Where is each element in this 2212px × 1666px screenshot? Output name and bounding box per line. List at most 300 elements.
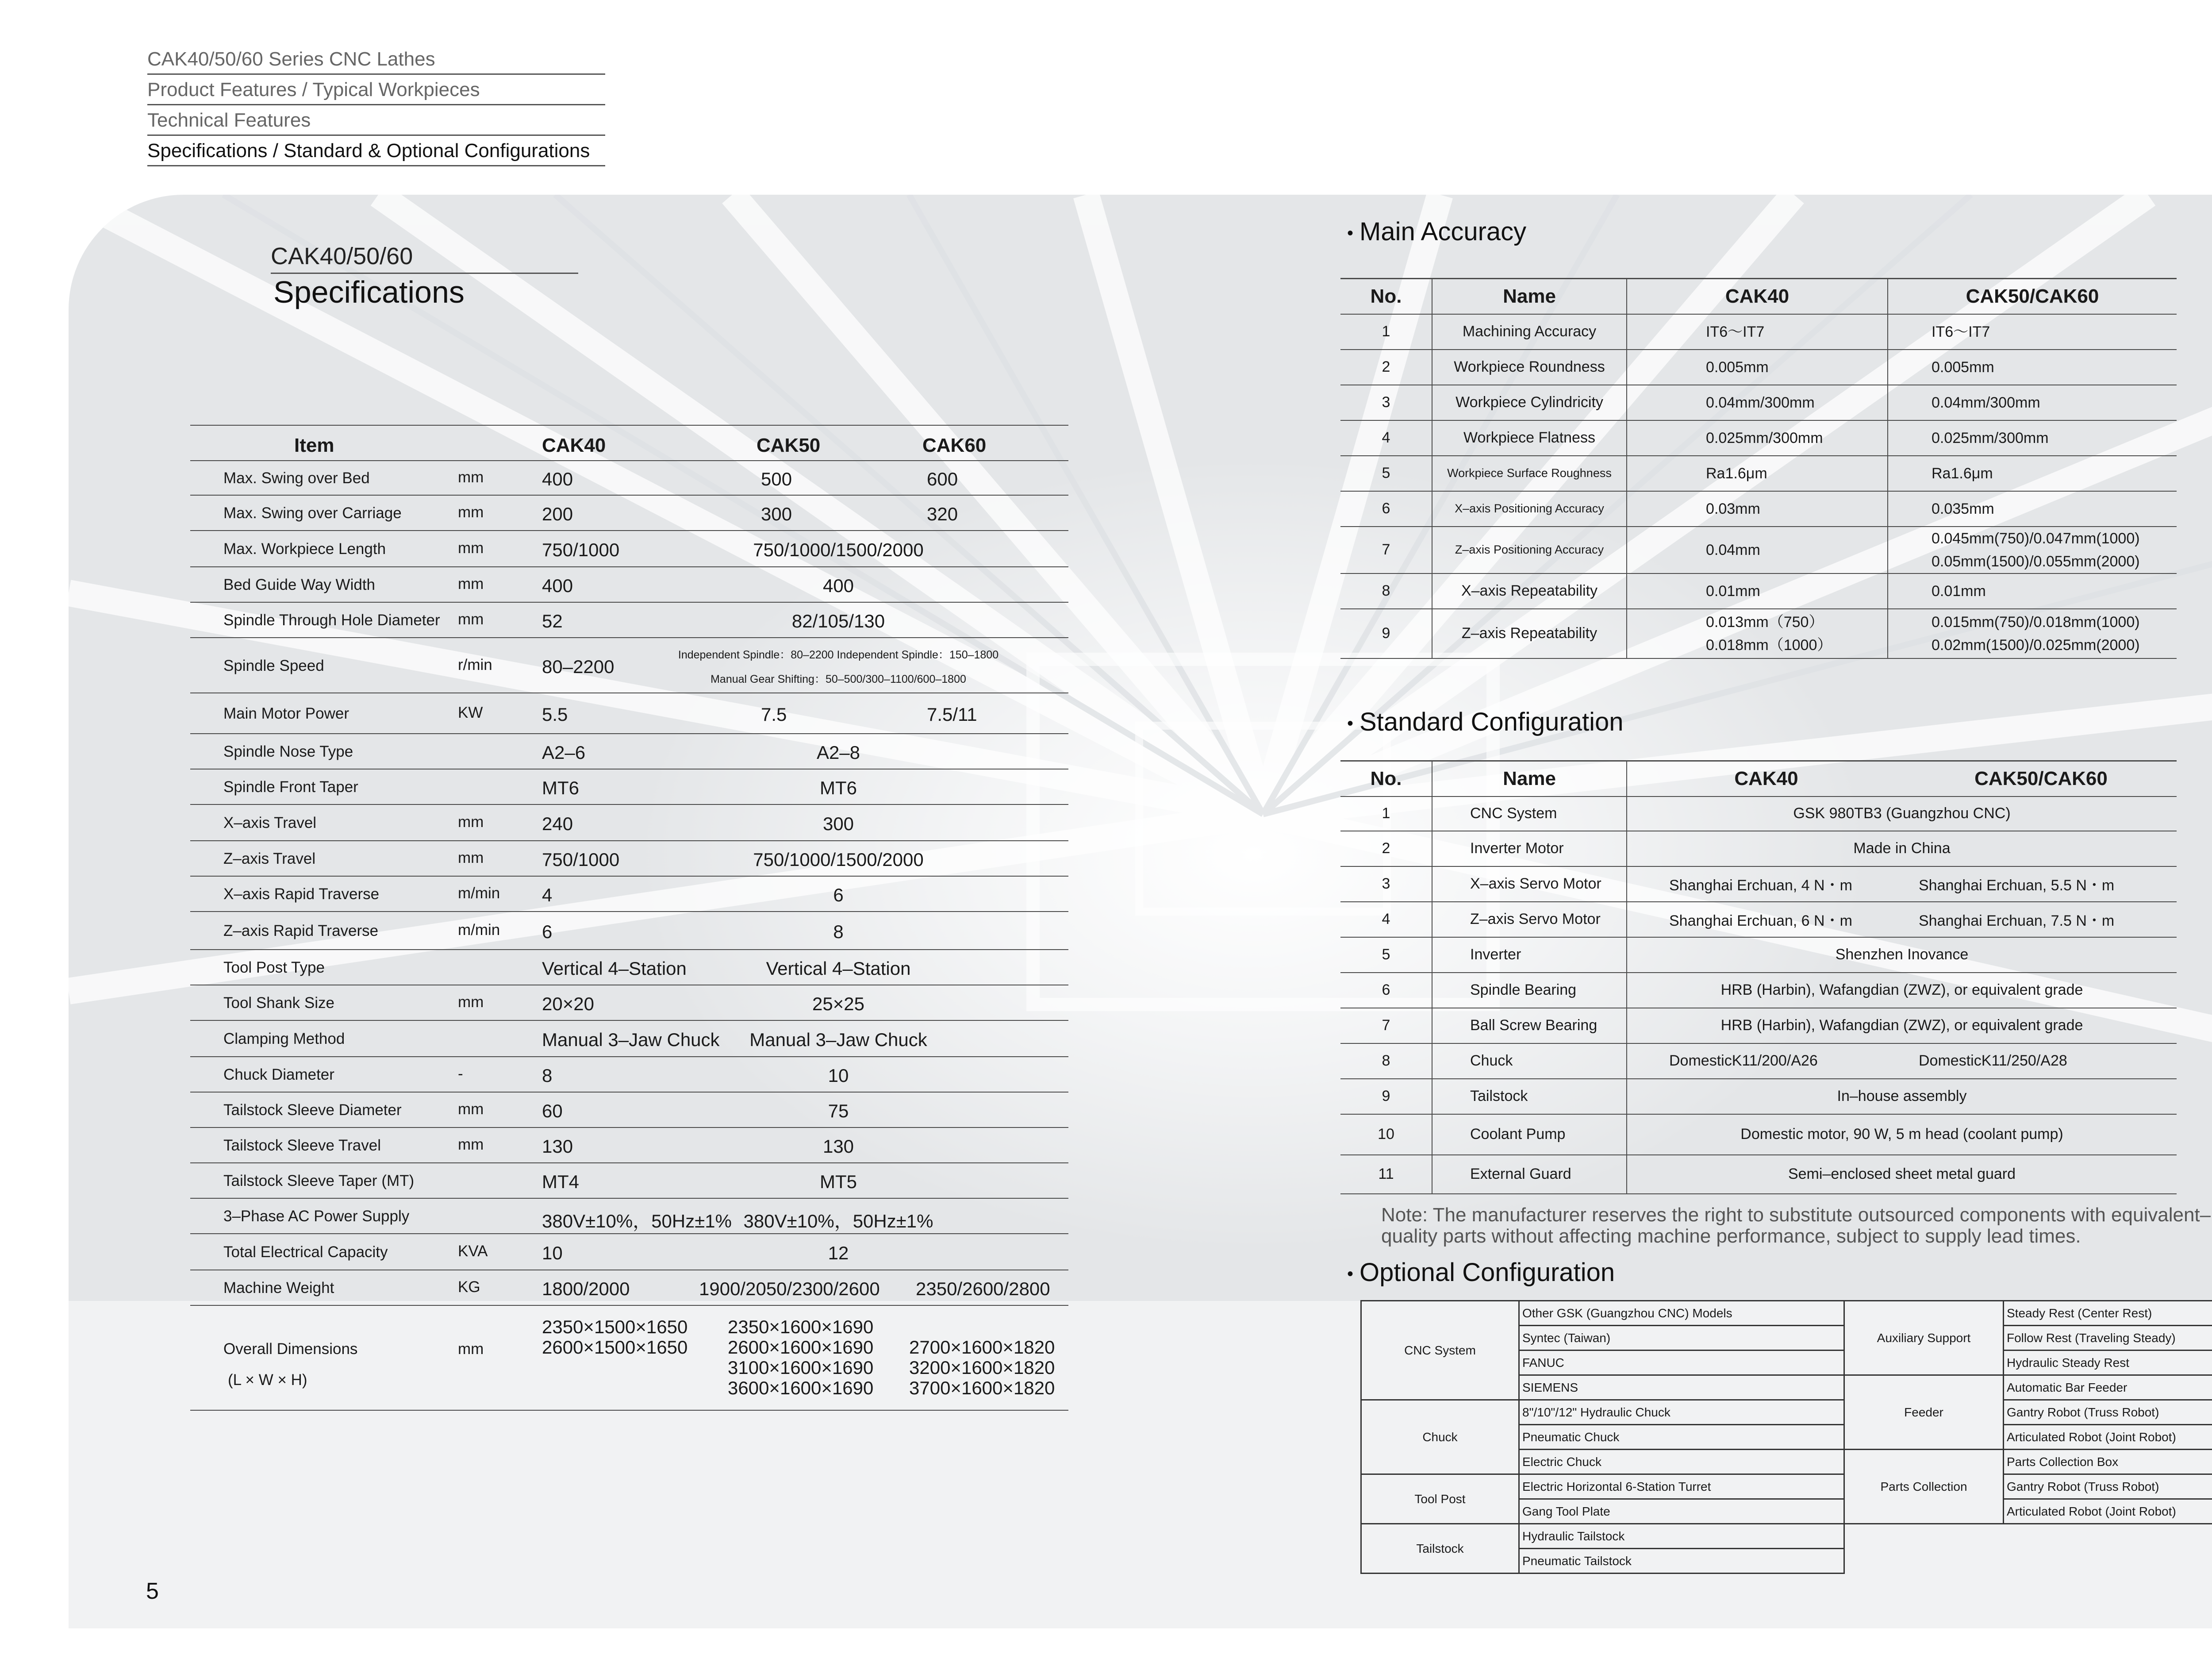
spec-value-cak40: 52 xyxy=(542,611,563,631)
dimension-cak50: 2350×1600×1690 xyxy=(728,1316,874,1337)
accuracy-cak40-cell xyxy=(1627,314,1888,350)
std-config-no: 1 xyxy=(1340,796,1432,831)
std-config-value: Shenzhen Inovance xyxy=(1627,937,2177,973)
std-config-row xyxy=(1340,831,2177,866)
std-config-row xyxy=(1340,1008,2177,1043)
accuracy-row xyxy=(1340,314,2177,350)
spec-value-cak5060: Manual 3–Jaw Chuck xyxy=(749,1029,927,1050)
optional-group-right: Parts Collection xyxy=(1844,1450,2004,1524)
accuracy-cak5060: IT6～IT7 xyxy=(1932,323,1990,340)
std-config-row xyxy=(1340,937,2177,973)
accuracy-cak40-cell xyxy=(1627,350,1888,385)
accuracy-cak40: 0.01mm xyxy=(1706,582,1760,600)
spec-value-cak40: MT4 xyxy=(542,1171,579,1192)
spec-value-cak5060: 750/1000/1500/2000 xyxy=(753,539,924,560)
spec-value-cak5060: MT6 xyxy=(820,777,857,798)
std-config-no: 2 xyxy=(1340,831,1432,866)
spec-item-label: Max. Workpiece Length xyxy=(223,540,386,558)
spec-row xyxy=(190,638,1068,693)
accuracy-name: Z–axis Repeatability xyxy=(1432,609,1627,658)
spec-value-cak5060-line2: Manual Gear Shifting：50–500/300–1100/600–1800 xyxy=(710,673,966,685)
spec-row xyxy=(190,1199,1068,1234)
spec-value-cak40: 20×20 xyxy=(542,993,594,1014)
spec-table-header xyxy=(190,425,1068,461)
std-config-value: In–house assembly xyxy=(1627,1079,2177,1114)
spec-value-cak40: MT6 xyxy=(542,777,579,798)
spec-value-cak60: 320 xyxy=(927,504,958,524)
spec-value-cak5060: 82/105/130 xyxy=(791,611,885,631)
toc-item-technical-features[interactable]: Technical Features xyxy=(147,105,605,136)
spec-item-label: Overall Dimensions xyxy=(223,1340,358,1358)
spec-unit: mm xyxy=(458,813,484,831)
page-number-left: 5 xyxy=(146,1578,159,1604)
std-header-cak40: CAK40 xyxy=(1627,761,1905,796)
accuracy-no: 2 xyxy=(1340,350,1432,385)
spec-row xyxy=(190,1093,1068,1128)
spec-unit: KW xyxy=(458,704,483,721)
optional-item-left: Syntec (Taiwan) xyxy=(1519,1326,1844,1350)
spec-value-cak40: 750/1000 xyxy=(542,539,620,560)
std-config-name: Inverter Motor xyxy=(1432,831,1627,866)
optional-item-left: Electric Horizontal 6-Station Turret xyxy=(1519,1474,1844,1499)
optional-config-title-text: Optional Configuration xyxy=(1359,1258,1615,1287)
accuracy-name: Workpiece Roundness xyxy=(1432,350,1627,385)
optional-group-right: Auxiliary Support xyxy=(1844,1301,2004,1375)
accuracy-name: Workpiece Flatness xyxy=(1432,420,1627,456)
accuracy-cak40-cell xyxy=(1627,573,1888,609)
spec-title: Specifications xyxy=(273,275,465,309)
accuracy-cak40: IT6～IT7 xyxy=(1706,323,1765,340)
spec-unit: KG xyxy=(458,1278,480,1296)
dimension-cak60: 3200×1600×1820 xyxy=(909,1357,1055,1378)
std-config-row xyxy=(1340,1155,2177,1194)
std-config-row xyxy=(1340,902,2177,937)
spec-value-cak40: 750/1000 xyxy=(542,849,620,870)
spec-row xyxy=(190,1234,1068,1270)
toc-item-specifications[interactable]: Specifications / Standard & Optional Configurations xyxy=(147,136,605,166)
std-config-cak40: DomesticK11/200/A26 xyxy=(1627,1043,1905,1079)
spec-value-cak40: 200 xyxy=(542,504,573,524)
dimension-cak40: 2350×1500×1650 xyxy=(542,1316,688,1337)
acc-header-cak5060: CAK50/CAK60 xyxy=(1888,279,2177,314)
optional-config-row xyxy=(1361,1524,2212,1549)
acc-header-no: No. xyxy=(1340,279,1432,314)
accuracy-row xyxy=(1340,385,2177,420)
spec-value-cak40: 8 xyxy=(542,1065,553,1086)
std-config-cak5060: Shanghai Erchuan, 7.5 N・m xyxy=(1905,902,2177,937)
spec-item-label: Spindle Through Hole Diameter xyxy=(223,612,440,629)
standard-config-title xyxy=(1347,707,1624,737)
optional-item-right: Parts Collection Box xyxy=(2004,1450,2212,1474)
accuracy-cak5060-2: 0.02mm(1500)/0.025mm(2000) xyxy=(1932,636,2140,654)
spec-value-cak5060: 750/1000/1500/2000 xyxy=(753,849,924,870)
accuracy-cak5060-cell xyxy=(1888,609,2177,658)
optional-item-left: Gang Tool Plate xyxy=(1519,1499,1844,1524)
spec-item-label: Main Motor Power xyxy=(223,705,349,722)
accuracy-cak40: 0.013mm（750） xyxy=(1706,613,1824,631)
accuracy-cak5060: 0.01mm xyxy=(1932,582,1986,600)
std-config-name: Spindle Bearing xyxy=(1432,973,1627,1008)
optional-item-left: Pneumatic Tailstock xyxy=(1519,1549,1844,1574)
spec-row xyxy=(190,603,1068,638)
accuracy-row xyxy=(1340,609,2177,658)
accuracy-no: 9 xyxy=(1340,609,1432,658)
standard-config-title-text: Standard Configuration xyxy=(1359,708,1624,736)
accuracy-name: Z–axis Positioning Accuracy xyxy=(1432,527,1627,573)
spec-item-label: Max. Swing over Carriage xyxy=(223,504,402,522)
accuracy-no: 1 xyxy=(1340,314,1432,350)
optional-item-right: Steady Rest (Center Rest) xyxy=(2004,1301,2212,1326)
accuracy-row xyxy=(1340,456,2177,491)
spec-row xyxy=(190,770,1068,805)
accuracy-cak40: Ra1.6μm xyxy=(1706,465,1767,482)
dimension-cak50: 3100×1600×1690 xyxy=(728,1357,874,1378)
optional-item-right: Gantry Robot (Truss Robot) xyxy=(2004,1474,2212,1499)
spec-unit: r/min xyxy=(458,656,492,673)
std-config-no: 11 xyxy=(1340,1155,1432,1194)
std-config-name: Inverter xyxy=(1432,937,1627,973)
std-config-row xyxy=(1340,1043,2177,1079)
spec-item-label: Z–axis Rapid Traverse xyxy=(223,922,379,939)
spec-item-label: Spindle Front Taper xyxy=(223,778,358,796)
spec-row xyxy=(190,1128,1068,1163)
optional-item-left: Hydraulic Tailstock xyxy=(1519,1524,1844,1549)
spec-row xyxy=(190,567,1068,603)
accuracy-cak5060: 0.015mm(750)/0.018mm(1000) xyxy=(1932,613,2140,631)
spec-item-label: Tailstock Sleeve Travel xyxy=(223,1137,381,1154)
accuracy-cak5060-cell xyxy=(1888,573,2177,609)
spec-value-cak40: 6 xyxy=(542,921,553,942)
dimension-cak50: 2600×1600×1690 xyxy=(728,1337,874,1358)
spec-value-cak5060: 380V±10%，50Hz±1% xyxy=(743,1211,933,1231)
spec-value-cak40: 10 xyxy=(542,1243,563,1263)
optional-item-right: Follow Rest (Traveling Steady) xyxy=(2004,1326,2212,1350)
spec-item-label: Total Electrical Capacity xyxy=(223,1243,388,1261)
spec-row xyxy=(190,1021,1068,1057)
optional-group-left: Tool Post xyxy=(1361,1474,1519,1524)
toc-item-product-features[interactable]: Product Features / Typical Workpieces xyxy=(147,75,605,105)
spec-row xyxy=(190,877,1068,912)
spec-value-cak40: 1800/2000 xyxy=(542,1278,630,1299)
accuracy-no: 6 xyxy=(1340,491,1432,527)
header-cak40: CAK40 xyxy=(542,435,606,456)
accuracy-cak5060: 0.04mm/300mm xyxy=(1932,394,2040,411)
optional-config-table xyxy=(1360,1300,2212,1574)
spec-row-dimensions xyxy=(190,1306,1068,1411)
std-config-name: Chuck xyxy=(1432,1043,1627,1079)
accuracy-row xyxy=(1340,527,2177,573)
std-config-value: Semi–enclosed sheet metal guard xyxy=(1627,1155,2177,1194)
optional-item-right: Articulated Robot (Joint Robot) xyxy=(2004,1425,2212,1450)
accuracy-name: X–axis Repeatability xyxy=(1432,573,1627,609)
optional-item-right: Articulated Robot (Joint Robot) xyxy=(2004,1499,2212,1524)
accuracy-cak40: 0.005mm xyxy=(1706,358,1769,376)
spec-item-label: Z–axis Travel xyxy=(223,850,316,867)
accuracy-cak5060-cell xyxy=(1888,314,2177,350)
spec-unit: mm xyxy=(458,539,484,557)
spec-item-label: Tailstock Sleeve Taper (MT) xyxy=(223,1172,415,1189)
spec-row xyxy=(190,1270,1068,1306)
spec-row xyxy=(190,693,1068,734)
accuracy-cak5060-cell xyxy=(1888,350,2177,385)
spec-unit: m/min xyxy=(458,885,500,902)
accuracy-cak5060-cell xyxy=(1888,385,2177,420)
optional-group-right: Feeder xyxy=(1844,1375,2004,1450)
std-config-name: Coolant Pump xyxy=(1432,1114,1627,1155)
accuracy-no: 7 xyxy=(1340,527,1432,573)
std-config-no: 5 xyxy=(1340,937,1432,973)
accuracy-name: X–axis Positioning Accuracy xyxy=(1432,491,1627,527)
header-cak60: CAK60 xyxy=(922,435,987,456)
std-config-no: 6 xyxy=(1340,973,1432,1008)
accuracy-name: Workpiece Surface Roughness xyxy=(1432,456,1627,491)
spec-value-cak5060: 25×25 xyxy=(812,993,864,1014)
std-config-name: Z–axis Servo Motor xyxy=(1432,902,1627,937)
spec-value-cak5060: 400 xyxy=(822,575,854,596)
std-config-row xyxy=(1340,866,2177,902)
accuracy-no: 4 xyxy=(1340,420,1432,456)
spec-value-cak60: 7.5/11 xyxy=(927,704,977,725)
optional-group-left: Tailstock xyxy=(1361,1524,1519,1574)
spec-value-cak5060: 300 xyxy=(822,813,854,834)
bullet-icon: • xyxy=(1347,223,1354,243)
main-accuracy-title xyxy=(1347,217,1526,246)
spec-row xyxy=(190,985,1068,1021)
accuracy-cak40-cell xyxy=(1627,385,1888,420)
spec-unit: mm xyxy=(458,849,484,866)
spec-item-label-2: (L × W × H) xyxy=(228,1371,307,1389)
optional-item-left: Other GSK (Guangzhou CNC) Models xyxy=(1519,1301,1844,1326)
spec-item-label: 3–Phase AC Power Supply xyxy=(223,1208,410,1225)
note-text: Note: The manufacturer reserves the right to substitute outsourced components with equivalent–quality parts without affecting machine performance, subject to supply lead times. xyxy=(1381,1204,2211,1247)
std-header-no: No. xyxy=(1340,761,1432,796)
spec-item-label: Chuck Diameter xyxy=(223,1066,334,1083)
spec-value-cak5060: Vertical 4–Station xyxy=(766,958,911,979)
std-config-no: 3 xyxy=(1340,866,1432,902)
header-item: Item xyxy=(294,435,334,456)
accuracy-cak40: 0.025mm/300mm xyxy=(1706,429,1823,446)
acc-header-name: Name xyxy=(1432,279,1627,314)
spec-item-label: Bed Guide Way Width xyxy=(223,576,376,593)
accuracy-cak5060: 0.025mm/300mm xyxy=(1932,429,2049,446)
bullet-icon: • xyxy=(1347,714,1354,734)
std-config-no: 10 xyxy=(1340,1114,1432,1155)
std-config-cak40: Shanghai Erchuan, 4 N・m xyxy=(1627,866,1905,902)
spec-row xyxy=(190,1057,1068,1093)
spec-unit: mm xyxy=(458,1340,484,1358)
spec-item-label: Tool Shank Size xyxy=(223,994,334,1012)
main-accuracy-table xyxy=(1340,278,2177,659)
std-config-row xyxy=(1340,796,2177,831)
spec-value-cak5060: 75 xyxy=(828,1100,849,1121)
accuracy-name: Machining Accuracy xyxy=(1432,314,1627,350)
spec-unit: mm xyxy=(458,504,484,521)
accuracy-cak40-cell xyxy=(1627,491,1888,527)
dimension-cak60: 2700×1600×1820 xyxy=(909,1337,1055,1358)
spec-value-cak60: 600 xyxy=(927,469,958,489)
std-config-cak5060: DomesticK11/250/A28 xyxy=(1905,1043,2177,1079)
spec-unit: mm xyxy=(458,993,484,1011)
spec-value-cak40: 380V±10%，50Hz±1% xyxy=(542,1211,732,1231)
standard-config-table xyxy=(1340,760,2177,1194)
std-config-value: Domestic motor, 90 W, 5 m head (coolant pump) xyxy=(1627,1114,2177,1155)
std-config-value: Made in China xyxy=(1627,831,2177,866)
std-config-no: 7 xyxy=(1340,1008,1432,1043)
accuracy-cak5060-cell xyxy=(1888,527,2177,573)
specifications-table xyxy=(190,425,1068,1411)
accuracy-cak5060-2: 0.05mm(1500)/0.055mm(2000) xyxy=(1932,553,2140,570)
optional-item-left: 8"/10"/12" Hydraulic Chuck xyxy=(1519,1400,1844,1425)
std-config-value: GSK 980TB3 (Guangzhou CNC) xyxy=(1627,796,2177,831)
spec-value-cak5060: 12 xyxy=(828,1243,849,1263)
spec-item-label: Tool Post Type xyxy=(223,959,325,976)
spec-item-label: Spindle Speed xyxy=(223,657,324,674)
accuracy-no: 8 xyxy=(1340,573,1432,609)
spec-value-cak50: 7.5 xyxy=(761,704,787,725)
accuracy-cak5060: 0.045mm(750)/0.047mm(1000) xyxy=(1932,530,2140,547)
spec-value-cak40: 130 xyxy=(542,1136,573,1157)
acc-header-cak40: CAK40 xyxy=(1627,279,1888,314)
toc-item-series[interactable]: CAK40/50/60 Series CNC Lathes xyxy=(147,44,605,75)
optional-empty-cell xyxy=(1844,1524,2212,1574)
spec-item-label: Clamping Method xyxy=(223,1030,345,1047)
spec-value-cak50: 300 xyxy=(761,504,792,524)
accuracy-cak40-cell xyxy=(1627,609,1888,658)
spec-item-label: X–axis Rapid Traverse xyxy=(223,885,380,903)
spec-unit: mm xyxy=(458,1100,484,1118)
std-config-name: Tailstock xyxy=(1432,1079,1627,1114)
optional-item-right: Gantry Robot (Truss Robot) xyxy=(2004,1400,2212,1425)
main-accuracy-title-text: Main Accuracy xyxy=(1359,217,1527,246)
spec-subtitle: CAK40/50/60 xyxy=(271,242,578,274)
spec-row xyxy=(190,912,1068,950)
accuracy-cak5060: Ra1.6μm xyxy=(1932,465,1993,482)
accuracy-row xyxy=(1340,491,2177,527)
accuracy-name: Workpiece Cylindricity xyxy=(1432,385,1627,420)
accuracy-cak5060-cell xyxy=(1888,420,2177,456)
std-config-cak5060: Shanghai Erchuan, 5.5 N・m xyxy=(1905,866,2177,902)
spec-value-cak40: 240 xyxy=(542,813,573,834)
spec-value-cak5060: 10 xyxy=(828,1065,849,1086)
std-config-cak40: Shanghai Erchuan, 6 N・m xyxy=(1627,902,1905,937)
spec-item-label: Max. Swing over Bed xyxy=(223,469,370,487)
accuracy-cak40: 0.04mm/300mm xyxy=(1706,394,1815,411)
accuracy-cak40: 0.03mm xyxy=(1706,500,1760,517)
accuracy-cak40-cell xyxy=(1627,420,1888,456)
std-config-name: X–axis Servo Motor xyxy=(1432,866,1627,902)
spec-table-body xyxy=(190,461,1068,1411)
spec-value-cak40: 400 xyxy=(542,469,573,489)
section-navigation xyxy=(147,44,605,166)
optional-item-right: Automatic Bar Feeder xyxy=(2004,1375,2212,1400)
accuracy-cak40-2: 0.018mm（1000） xyxy=(1706,636,1832,654)
std-header-cak5060: CAK50/CAK60 xyxy=(1905,761,2177,796)
optional-item-left: FANUC xyxy=(1519,1350,1844,1375)
spec-row xyxy=(190,734,1068,770)
spec-unit: - xyxy=(458,1065,463,1082)
spec-item-label: X–axis Travel xyxy=(223,814,317,831)
dimension-cak40: 2600×1500×1650 xyxy=(542,1337,688,1358)
spec-value-cak5060-line1: Independent Spindle：80–2200 Independent Spindle：150–1800 xyxy=(678,648,999,661)
accuracy-row xyxy=(1340,573,2177,609)
std-config-no: 9 xyxy=(1340,1079,1432,1114)
std-config-no: 8 xyxy=(1340,1043,1432,1079)
spec-row xyxy=(190,461,1068,496)
optional-item-left: Electric Chuck xyxy=(1519,1450,1844,1474)
optional-group-left: Chuck xyxy=(1361,1400,1519,1474)
optional-item-left: SIEMENS xyxy=(1519,1375,1844,1400)
spec-value-cak40: 60 xyxy=(542,1100,563,1121)
std-config-row xyxy=(1340,1114,2177,1155)
spec-unit: mm xyxy=(458,469,484,486)
header-cak50: CAK50 xyxy=(757,435,821,456)
spec-value-cak40: Vertical 4–Station xyxy=(542,958,687,979)
spec-unit: m/min xyxy=(458,921,500,939)
std-config-name: External Guard xyxy=(1432,1155,1627,1194)
spec-value-cak60: 2350/2600/2800 xyxy=(916,1278,1050,1299)
spec-row xyxy=(190,805,1068,841)
optional-config-row xyxy=(1361,1474,2212,1499)
accuracy-no: 5 xyxy=(1340,456,1432,491)
accuracy-no: 3 xyxy=(1340,385,1432,420)
spec-value-cak40: A2–6 xyxy=(542,742,586,763)
accuracy-row xyxy=(1340,350,2177,385)
accuracy-cak5060: 0.035mm xyxy=(1932,500,1994,517)
spec-unit: mm xyxy=(458,575,484,593)
std-config-row xyxy=(1340,1079,2177,1114)
spec-row xyxy=(190,1163,1068,1199)
spec-row xyxy=(190,531,1068,567)
std-config-name: Ball Screw Bearing xyxy=(1432,1008,1627,1043)
spec-item-label: Tailstock Sleeve Diameter xyxy=(223,1101,402,1119)
optional-config-title xyxy=(1347,1258,1615,1287)
spec-unit: mm xyxy=(458,611,484,628)
dimension-cak50: 3600×1600×1690 xyxy=(728,1377,874,1398)
bullet-icon: • xyxy=(1347,1264,1354,1284)
std-header-name: Name xyxy=(1432,761,1627,796)
optional-item-left: Pneumatic Chuck xyxy=(1519,1425,1844,1450)
spec-value-cak5060: 6 xyxy=(833,885,844,905)
optional-item-right: Hydraulic Steady Rest xyxy=(2004,1350,2212,1375)
spec-value-cak5060: 8 xyxy=(833,921,844,942)
accuracy-cak40: 0.04mm xyxy=(1706,541,1760,558)
spec-value-cak5060: A2–8 xyxy=(816,742,860,763)
spec-unit: KVA xyxy=(458,1243,488,1260)
accuracy-cak5060: 0.005mm xyxy=(1932,358,1994,376)
optional-config-row xyxy=(1361,1400,2212,1425)
optional-group-left: CNC System xyxy=(1361,1301,1519,1400)
spec-value-cak40: 80–2200 xyxy=(542,656,614,677)
spec-value-cak5060: 130 xyxy=(822,1136,854,1157)
spec-value-cak40: 4 xyxy=(542,885,553,905)
spec-value-cak40: 5.5 xyxy=(542,704,568,725)
accuracy-cak40-cell xyxy=(1627,456,1888,491)
spec-value-cak50: 1900/2050/2300/2600 xyxy=(699,1278,880,1299)
std-config-name: CNC System xyxy=(1432,796,1627,831)
accuracy-cak5060-cell xyxy=(1888,491,2177,527)
spec-unit: mm xyxy=(458,1136,484,1153)
std-config-value: HRB (Harbin), Wafangdian (ZWZ), or equivalent grade xyxy=(1627,1008,2177,1043)
spec-value-cak40: 400 xyxy=(542,575,573,596)
spec-row xyxy=(190,841,1068,877)
spec-value-cak50: 500 xyxy=(761,469,792,489)
spec-item-label: Machine Weight xyxy=(223,1279,334,1297)
accuracy-cak5060-cell xyxy=(1888,456,2177,491)
spec-row xyxy=(190,950,1068,985)
std-config-no: 4 xyxy=(1340,902,1432,937)
spec-value-cak40: Manual 3–Jaw Chuck xyxy=(542,1029,720,1050)
spec-value-cak5060: MT5 xyxy=(820,1171,857,1192)
